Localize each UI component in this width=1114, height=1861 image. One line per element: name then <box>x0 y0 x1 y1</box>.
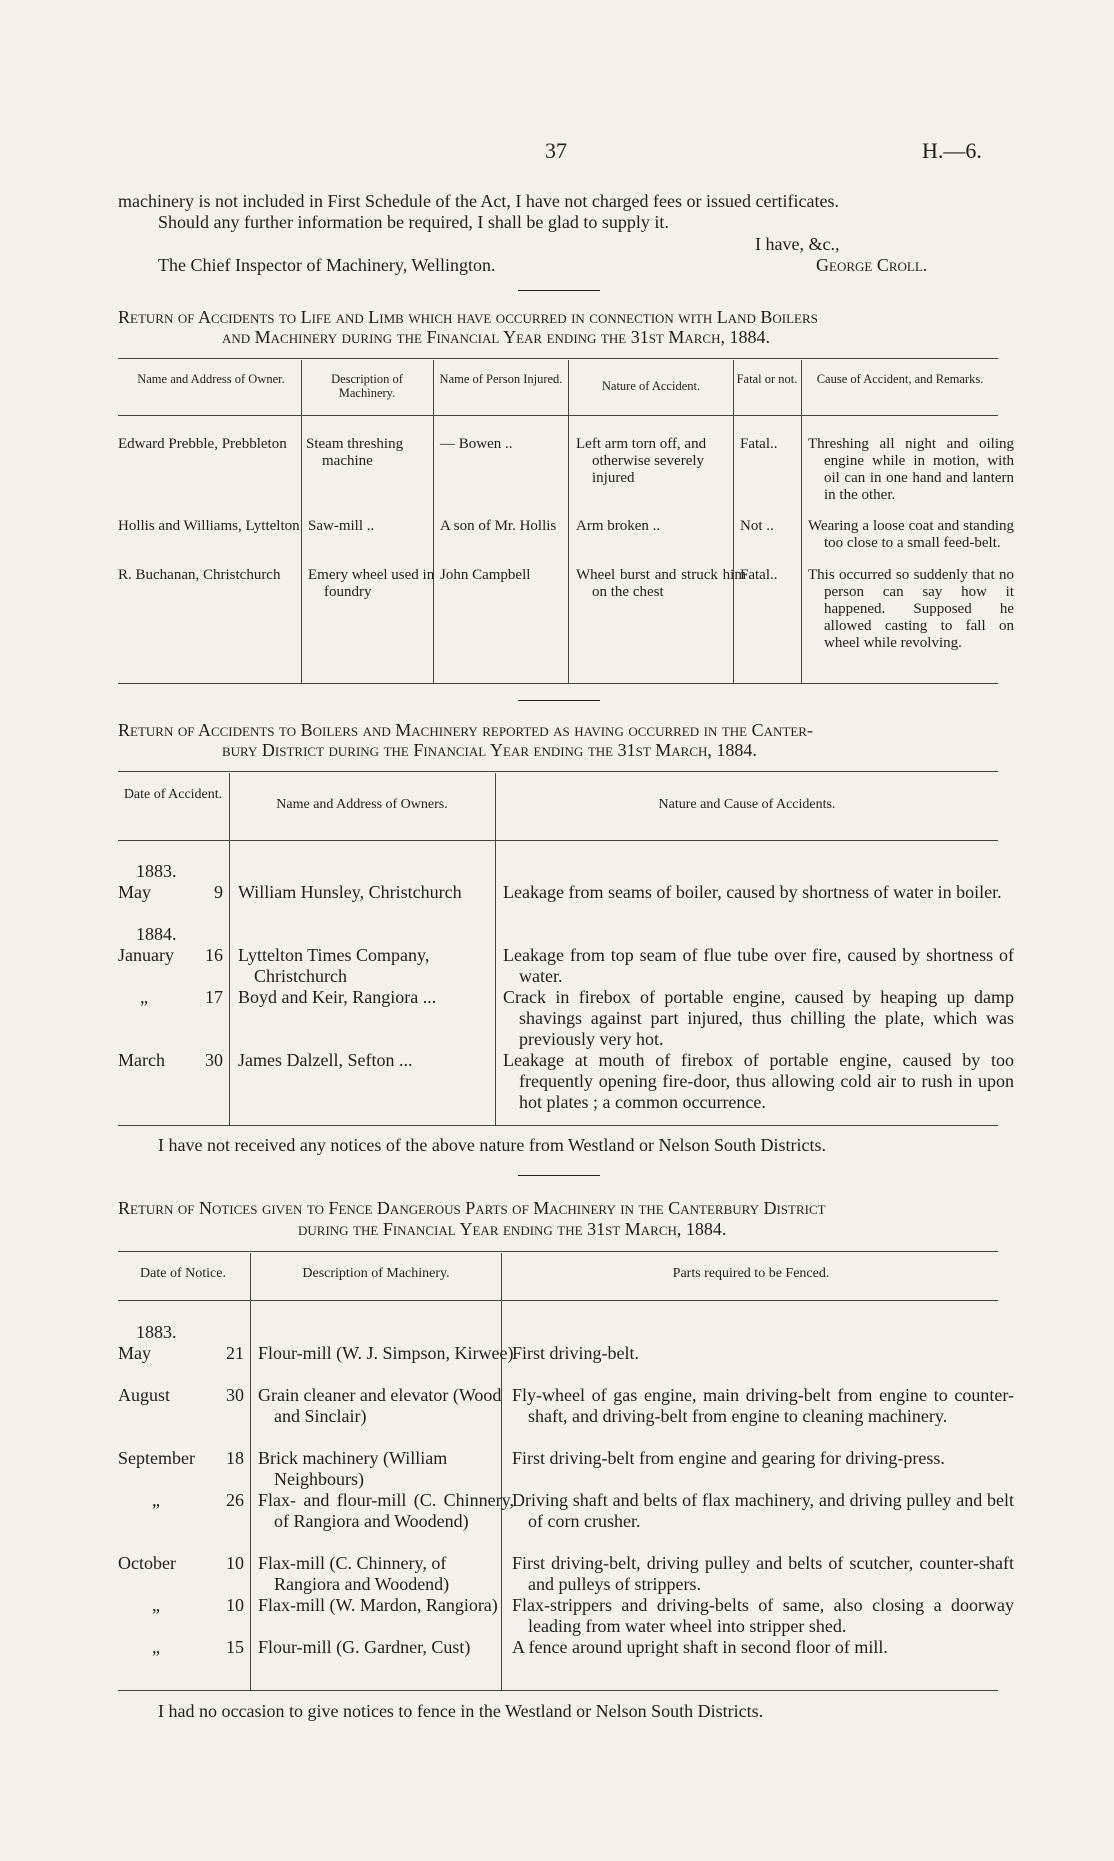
table1-cell-machinery: Saw-mill .. <box>308 518 375 534</box>
table1-cell-person: — Bowen .. <box>440 436 513 452</box>
table3-cell-month: August <box>118 1385 171 1405</box>
addressee: The Chief Inspector of Machinery, Wellington. <box>158 255 496 275</box>
table2-cell-day: 16 <box>205 945 223 965</box>
table1-cell-nature: Arm broken .. <box>576 518 661 534</box>
table1-cell-machinery: Emery wheel used in foundry <box>308 567 435 600</box>
document-reference: H.—6. <box>922 138 982 163</box>
table3-cell-parts: A fence around upright shaft in second floor of mill. <box>512 1637 888 1657</box>
table1-header-machinery: Description of Machinery. <box>331 372 403 400</box>
table2-cell-nature: Leakage from seams of boiler, caused by shortness of water in boiler. <box>503 882 1002 902</box>
table1-cell-owner: R. Buchanan, Christchurch <box>118 567 281 583</box>
table1-cell-owner: Edward Prebble, Prebbleton <box>118 436 287 452</box>
table1-header-fatal: Fatal or not. <box>736 372 798 386</box>
table3-cell-parts: Fly-wheel of gas engine, main driving-belt from engine to counter-shaft, and driving-belt from engine to cleaning machinery. <box>512 1385 1014 1426</box>
table2-cell-nature: Crack in firebox of portable engine, caused by heaping up damp shavings against part injured, thus chilling the plate, which was previously very hot. <box>503 987 1014 1049</box>
table2-cell-month: „ <box>140 987 148 1007</box>
table3-title-line-2: during the Financial Year ending the 31st March, 1884. <box>298 1219 727 1239</box>
table3-cell-parts: First driving-belt. <box>512 1343 639 1363</box>
table3-cell-month: „ <box>152 1637 160 1657</box>
table1-col-divider <box>801 360 802 683</box>
table2-cell-owner: William Hunsley, Christchurch <box>238 882 462 902</box>
table3-cell-machinery: Flour-mill (G. Gardner, Cust) <box>258 1637 471 1657</box>
table1-bottom-rule <box>118 683 998 684</box>
table2-header-date: Date of Accident. <box>123 787 223 802</box>
table3-cell-year: 1883. <box>136 1322 177 1342</box>
table2-title-line-1: Return of Accidents to Boilers and Machinery reported as having occurred in the Canter- <box>118 720 813 740</box>
table2-header-rule <box>118 840 998 841</box>
table2-cell-year: 1884. <box>136 924 177 944</box>
table3-cell-parts: First driving-belt, driving pulley and belts of scutcher, counter-shaft and pulleys of strippers. <box>512 1553 1014 1594</box>
table1-cell-fatal: Fatal.. <box>740 436 778 452</box>
table3-cell-day: 10 <box>226 1595 244 1615</box>
table1-col-divider <box>433 360 434 683</box>
table3-cell-month: May <box>118 1343 151 1363</box>
table3-cell-machinery: Flour-mill (W. J. Simpson, Kirwee) <box>258 1343 514 1363</box>
page-number: 37 <box>545 138 567 163</box>
section-divider <box>518 700 600 701</box>
table3-cell-month: „ <box>152 1490 160 1510</box>
table3-cell-month: „ <box>152 1595 160 1615</box>
table3-header-date: Date of Notice. <box>140 1266 226 1281</box>
intro-line-2: Should any further information be required, I shall be glad to supply it. <box>158 212 669 232</box>
table3-cell-parts: Driving shaft and belts of flax machinery, and driving pulley and belt of corn crusher. <box>512 1490 1014 1531</box>
table2-title-line-2: bury District during the Financial Year ending the 31st March, 1884. <box>222 740 757 760</box>
table1-cell-cause: Threshing all night and oiling engine while in motion, with oil can in one hand and lantern in the other. <box>808 436 1014 503</box>
table2-cell-month: May <box>118 882 151 902</box>
table2-cell-day: 9 <box>214 882 223 902</box>
table2-cell-day: 17 <box>205 987 223 1007</box>
table1-cell-nature: Wheel burst and struck him on the chest <box>576 567 746 600</box>
table1-header-nature: Nature of Accident. <box>601 379 701 393</box>
table2-cell-day: 30 <box>205 1050 223 1070</box>
table3-cell-day: 26 <box>226 1490 244 1510</box>
table3-cell-day: 15 <box>226 1637 244 1657</box>
table3-cell-month: September <box>118 1448 195 1468</box>
table1-header-person: Name of Person Injured. <box>439 372 563 386</box>
table1-header-owner: Name and Address of Owner. <box>137 372 285 386</box>
table1-cell-fatal: Fatal.. <box>740 567 778 583</box>
section-divider <box>518 1175 600 1176</box>
table3-cell-month: October <box>118 1553 176 1573</box>
table1-title-line-2: and Machinery during the Financial Year ending the 31st March, 1884. <box>222 327 770 347</box>
table1-cell-fatal: Not .. <box>740 518 774 534</box>
table3-cell-day: 10 <box>226 1553 244 1573</box>
table1-header-cause: Cause of Accident, and Remarks. <box>816 372 984 386</box>
table3-cell-machinery: Grain cleaner and elevator (Wood and Sinclair) <box>258 1385 502 1426</box>
table3-note: I had no occasion to give notices to fence in the Westland or Nelson South Districts. <box>158 1701 764 1721</box>
table3-cell-machinery: Brick machinery (William Neighbours) <box>258 1448 448 1489</box>
table1-top-rule <box>118 358 998 359</box>
table2-cell-nature: Leakage from top seam of flue tube over fire, caused by shortness of water. <box>503 945 1014 986</box>
table2-header-nature: Nature and Cause of Accidents. <box>658 797 836 812</box>
table1-header-rule <box>118 415 998 416</box>
table2-bottom-rule <box>118 1125 998 1126</box>
table2-cell-owner: James Dalzell, Sefton ... <box>238 1050 413 1070</box>
table2-top-rule <box>118 771 998 772</box>
table1-cell-cause: Wearing a loose coat and standing too close to a small feed-belt. <box>808 518 1014 551</box>
table2-col-divider <box>229 773 230 1125</box>
table1-cell-nature: Left arm torn off, and otherwise severely injured <box>576 436 707 486</box>
table2-header-owner: Name and Address of Owners. <box>276 797 448 812</box>
table3-cell-day: 30 <box>226 1385 244 1405</box>
table3-top-rule <box>118 1251 998 1252</box>
table1-cell-cause: This occurred so suddenly that no person can say how it happened. Supposed he allowed casting to fall on wheel while revolving. <box>808 567 1014 651</box>
table2-cell-nature: Leakage at mouth of firebox of portable engine, caused by too frequently opening fire-door, thus allowing cold air to rush in upon hot plates ; a common occurrence. <box>503 1050 1014 1112</box>
table2-cell-owner: Lyttelton Times Company, Christchurch <box>238 945 430 986</box>
table3-header-parts: Parts required to be Fenced. <box>672 1266 830 1281</box>
table2-cell-year: 1883. <box>136 861 177 881</box>
table3-cell-day: 18 <box>226 1448 244 1468</box>
table2-cell-month: January <box>118 945 174 965</box>
table1-cell-person: John Campbell <box>440 567 531 583</box>
table1-col-divider <box>733 360 734 683</box>
signature: George Croll. <box>816 255 928 275</box>
table3-cell-day: 21 <box>226 1343 244 1363</box>
table1-cell-owner: Hollis and Williams, Lyttelton <box>118 518 300 534</box>
table3-cell-parts: First driving-belt from engine and gearing for driving-press. <box>512 1448 945 1468</box>
table1-title-line-1: Return of Accidents to Life and Limb which have occurred in connection with Land Boilers <box>118 307 818 327</box>
section-divider <box>518 290 600 291</box>
table3-bottom-rule <box>118 1690 998 1691</box>
closing-phrase: I have, &c., <box>755 234 840 254</box>
table3-cell-machinery: Flax-mill (W. Mardon, Rangiora) <box>258 1595 498 1615</box>
table3-col-divider <box>250 1253 251 1690</box>
table3-cell-parts: Flax-strippers and driving-belts of same, also closing a doorway leading from water wheel into stripper shed. <box>512 1595 1014 1636</box>
table2-note: I have not received any notices of the above nature from Westland or Nelson South Districts. <box>158 1135 827 1155</box>
table2-cell-month: March <box>118 1050 165 1070</box>
table3-header-machinery: Description of Machinery. <box>302 1266 450 1281</box>
table1-cell-machinery: Steam threshing machine <box>306 436 404 469</box>
table2-cell-owner: Boyd and Keir, Rangiora ... <box>238 987 437 1007</box>
table3-cell-machinery: Flax-mill (C. Chinnery, of Rangiora and Woodend) <box>258 1553 450 1594</box>
table1-cell-person: A son of Mr. Hollis <box>440 518 557 534</box>
table3-title-line-1: Return of Notices given to Fence Dangerous Parts of Machinery in the Canterbury District <box>118 1198 826 1218</box>
table3-cell-machinery: Flax- and flour-mill (C. Chinnery, of Rangiora and Woodend) <box>258 1490 514 1531</box>
intro-line-1: machinery is not included in First Schedule of the Act, I have not charged fees or issued certificates. <box>118 191 839 211</box>
